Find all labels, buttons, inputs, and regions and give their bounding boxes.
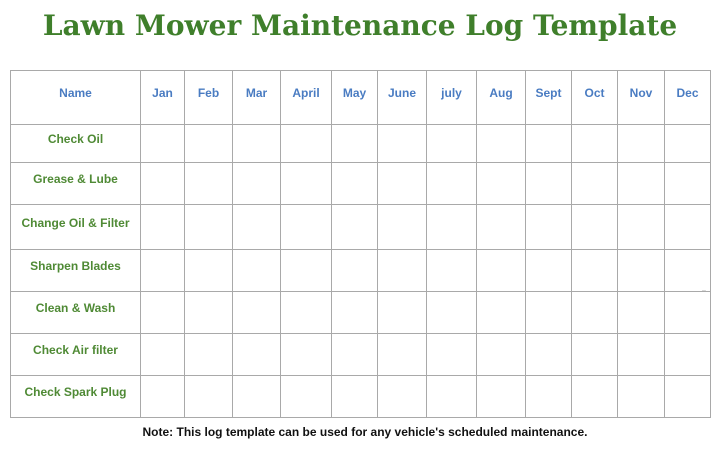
column-header-june: June <box>378 71 427 125</box>
log-cell[interactable] <box>427 376 477 418</box>
column-header-july: july <box>427 71 477 125</box>
log-cell[interactable] <box>281 205 332 250</box>
table-row <box>11 334 711 376</box>
log-body <box>11 125 711 418</box>
task-name: Check Oil <box>11 125 141 163</box>
log-cell[interactable] <box>332 292 378 334</box>
log-cell[interactable] <box>665 250 711 292</box>
table-row <box>11 205 711 250</box>
log-cell[interactable] <box>665 125 711 163</box>
log-cell[interactable] <box>141 334 185 376</box>
log-cell[interactable] <box>427 292 477 334</box>
log-cell[interactable] <box>477 163 526 205</box>
log-cell[interactable] <box>233 292 281 334</box>
log-cell[interactable] <box>572 163 618 205</box>
log-cell[interactable] <box>477 125 526 163</box>
log-cell[interactable] <box>618 250 665 292</box>
log-cell[interactable] <box>618 205 665 250</box>
log-cell[interactable] <box>378 292 427 334</box>
log-cell[interactable] <box>572 250 618 292</box>
log-cell[interactable] <box>141 376 185 418</box>
log-cell[interactable] <box>572 376 618 418</box>
log-cell[interactable] <box>665 334 711 376</box>
log-cell[interactable] <box>141 250 185 292</box>
log-cell[interactable] <box>281 250 332 292</box>
log-cell[interactable] <box>572 334 618 376</box>
log-cell[interactable] <box>141 163 185 205</box>
log-cell[interactable] <box>477 376 526 418</box>
log-cell[interactable] <box>526 125 572 163</box>
log-cell[interactable] <box>665 163 711 205</box>
log-cell[interactable] <box>332 163 378 205</box>
log-cell[interactable] <box>185 125 233 163</box>
log-cell[interactable] <box>281 376 332 418</box>
column-header-name: Name <box>11 71 141 125</box>
task-name: Grease & Lube <box>11 163 141 205</box>
log-cell[interactable] <box>185 292 233 334</box>
column-header-sept: Sept <box>526 71 572 125</box>
log-cell[interactable] <box>427 125 477 163</box>
log-cell[interactable] <box>477 205 526 250</box>
log-cell[interactable] <box>427 250 477 292</box>
table-row <box>11 125 711 163</box>
log-cell[interactable] <box>526 292 572 334</box>
footer-note: Note: This log template can be used for any vehicle's scheduled maintenance. <box>142 425 588 439</box>
log-cell[interactable] <box>233 163 281 205</box>
column-header-april: April <box>281 71 332 125</box>
log-cell[interactable] <box>185 376 233 418</box>
task-name: Check Air filter <box>11 334 141 376</box>
log-cell[interactable] <box>526 205 572 250</box>
log-cell[interactable] <box>427 163 477 205</box>
scroll-marker-icon: – <box>702 287 706 294</box>
column-header-jan: Jan <box>141 71 185 125</box>
log-cell[interactable] <box>185 250 233 292</box>
log-cell[interactable] <box>618 334 665 376</box>
log-cell[interactable] <box>378 334 427 376</box>
column-header-oct: Oct <box>572 71 618 125</box>
log-cell[interactable] <box>427 205 477 250</box>
log-cell[interactable] <box>332 376 378 418</box>
task-name: Clean & Wash <box>11 292 141 334</box>
log-cell[interactable] <box>281 125 332 163</box>
log-cell[interactable] <box>332 250 378 292</box>
log-cell[interactable] <box>332 334 378 376</box>
log-cell[interactable] <box>477 250 526 292</box>
column-header-nov: Nov <box>618 71 665 125</box>
log-cell[interactable] <box>526 334 572 376</box>
log-cell[interactable] <box>233 334 281 376</box>
log-cell[interactable] <box>281 163 332 205</box>
log-cell[interactable] <box>233 205 281 250</box>
log-cell[interactable] <box>477 334 526 376</box>
table-row <box>11 376 711 418</box>
log-cell[interactable] <box>618 292 665 334</box>
log-cell[interactable] <box>332 205 378 250</box>
log-cell[interactable] <box>185 163 233 205</box>
log-cell[interactable] <box>665 376 711 418</box>
log-cell[interactable] <box>618 163 665 205</box>
log-cell[interactable] <box>618 125 665 163</box>
task-name: Check Spark Plug <box>11 376 141 418</box>
header-row <box>11 71 711 125</box>
column-header-mar: Mar <box>233 71 281 125</box>
log-cell[interactable] <box>233 250 281 292</box>
log-cell[interactable] <box>281 292 332 334</box>
log-cell[interactable] <box>665 205 711 250</box>
column-header-dec: Dec <box>665 71 711 125</box>
log-cell[interactable] <box>618 376 665 418</box>
log-cell[interactable] <box>378 125 427 163</box>
log-cell[interactable] <box>281 334 332 376</box>
log-cell[interactable] <box>141 292 185 334</box>
column-header-feb: Feb <box>185 71 233 125</box>
column-header-may: May <box>332 71 378 125</box>
log-cell[interactable] <box>378 376 427 418</box>
log-cell[interactable] <box>141 205 185 250</box>
log-cell[interactable] <box>332 125 378 163</box>
task-name: Sharpen Blades <box>11 250 141 292</box>
log-cell[interactable] <box>526 376 572 418</box>
table-row <box>11 250 711 292</box>
log-cell[interactable] <box>378 205 427 250</box>
table-row <box>11 292 711 334</box>
log-cell[interactable] <box>572 292 618 334</box>
log-cell[interactable] <box>378 163 427 205</box>
log-cell[interactable] <box>141 125 185 163</box>
log-cell[interactable] <box>526 163 572 205</box>
log-cell[interactable] <box>665 292 711 334</box>
log-cell[interactable] <box>572 205 618 250</box>
log-cell[interactable] <box>378 250 427 292</box>
log-cell[interactable] <box>233 376 281 418</box>
maintenance-log-table <box>10 70 711 418</box>
task-name: Change Oil & Filter <box>11 205 141 250</box>
log-cell[interactable] <box>233 125 281 163</box>
log-cell[interactable] <box>185 205 233 250</box>
table-row <box>11 163 711 205</box>
log-cell[interactable] <box>427 334 477 376</box>
log-cell[interactable] <box>526 250 572 292</box>
page-title: Lawn Mower Maintenance Log Template <box>42 9 678 42</box>
log-cell[interactable] <box>572 125 618 163</box>
log-cell[interactable] <box>477 292 526 334</box>
log-cell[interactable] <box>185 334 233 376</box>
column-header-aug: Aug <box>477 71 526 125</box>
